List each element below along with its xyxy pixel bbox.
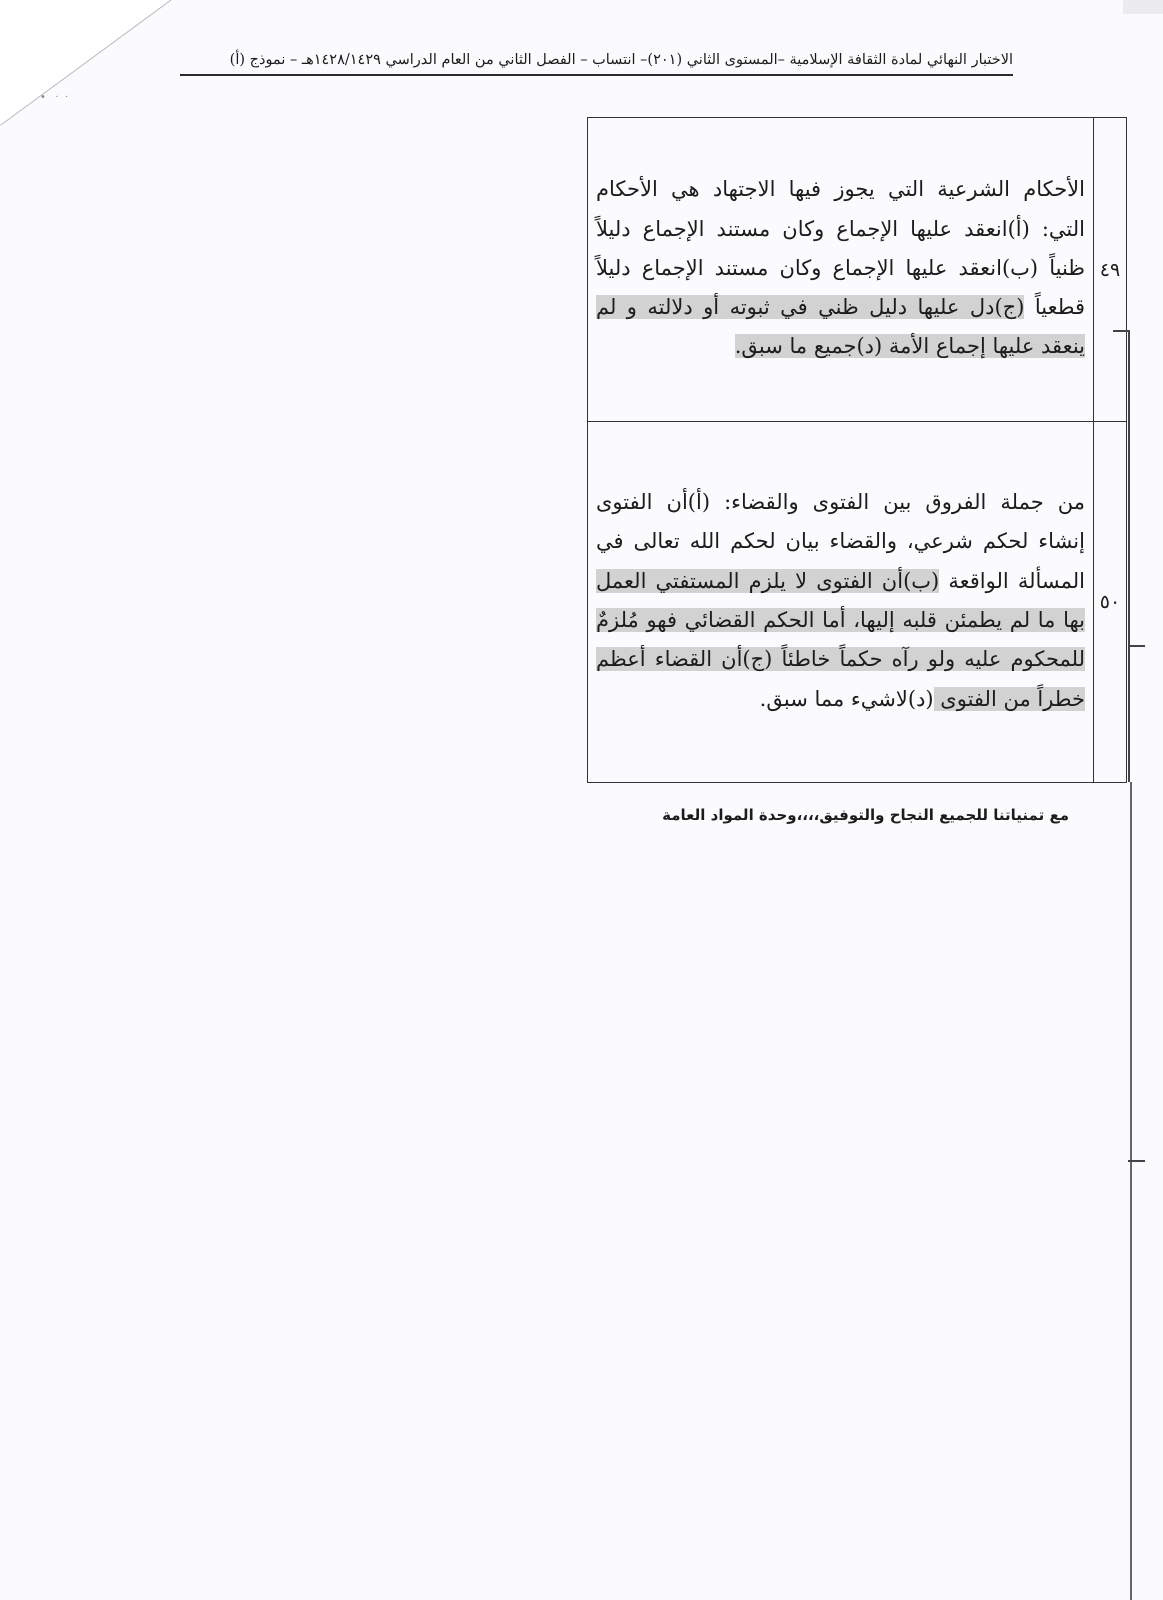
- questions-table: [587, 117, 1127, 783]
- option-c-highlighted: (ج)دل عليها دليل ظني في ثبوته أو دلالته و لم ينعقد عليها إجماع الأمة: [596, 295, 1085, 359]
- footer-wishes: مع تمنياتنا للجميع النجاح والتوفيق،،،،وحدة المواد العامة: [662, 806, 1069, 824]
- question-text: [588, 118, 1094, 422]
- option-d: (د)لاشيء مما سبق.: [759, 686, 934, 711]
- question-text: [588, 422, 1094, 783]
- question-row: [588, 118, 1127, 422]
- question-number: ٥٠: [1094, 422, 1127, 783]
- option-d-highlighted: (د)جميع ما سبق.: [734, 334, 883, 359]
- scan-edge: [1123, 0, 1163, 14]
- margin-tick: [1128, 645, 1145, 647]
- question-row: [588, 422, 1127, 783]
- option-c-highlighted: (ج)أن القضاء أعظم خطراً من الفتوى: [596, 647, 1085, 711]
- option-a: (أ)أن الفتوى إنشاء لحكم شرعي، والقضاء بيان لحكم الله تعالى في المسألة الواقعة: [596, 490, 1086, 593]
- question-number: ٤٩: [1094, 118, 1127, 422]
- exam-header: الاختبار النهائي لمادة الثقافة الإسلامية –المستوى الثاني (٢٠١)– انتساب – الفصل الثاني من العام الدراسي ١٤٢٨/١٤٢٩هـ – نموذج (أ): [180, 48, 1013, 76]
- scan-specks: • · ·: [40, 92, 69, 103]
- margin-rule-upper: [1128, 330, 1130, 782]
- margin-tick: [1128, 1160, 1145, 1162]
- option-a: (أ)انعقد عليها الإجماع وكان مستند الإجماع دليلاً ظنياً: [596, 216, 1085, 280]
- option-b: (ب)انعقد عليها الإجماع وكان مستند الإجماع دليلاً قطعياً: [596, 255, 1086, 320]
- margin-rule-lower: [1130, 782, 1132, 1600]
- margin-tick: [1113, 330, 1130, 332]
- question-stem: من جملة الفروق بين الفتوى والقضاء:: [710, 490, 1085, 515]
- option-b-highlighted: (ب)أن الفتوى لا يلزم المستفتي العمل بها ما لم يطمئن قلبه إليها، أما الحكم القضائي فهو مُلزمٌ للمحكوم عليه ولو رآه حكماً خاطئاً: [596, 568, 1085, 672]
- question-stem: الأحكام الشرعية التي يجوز فيها الاجتهاد هي الأحكام التي:: [596, 177, 1086, 241]
